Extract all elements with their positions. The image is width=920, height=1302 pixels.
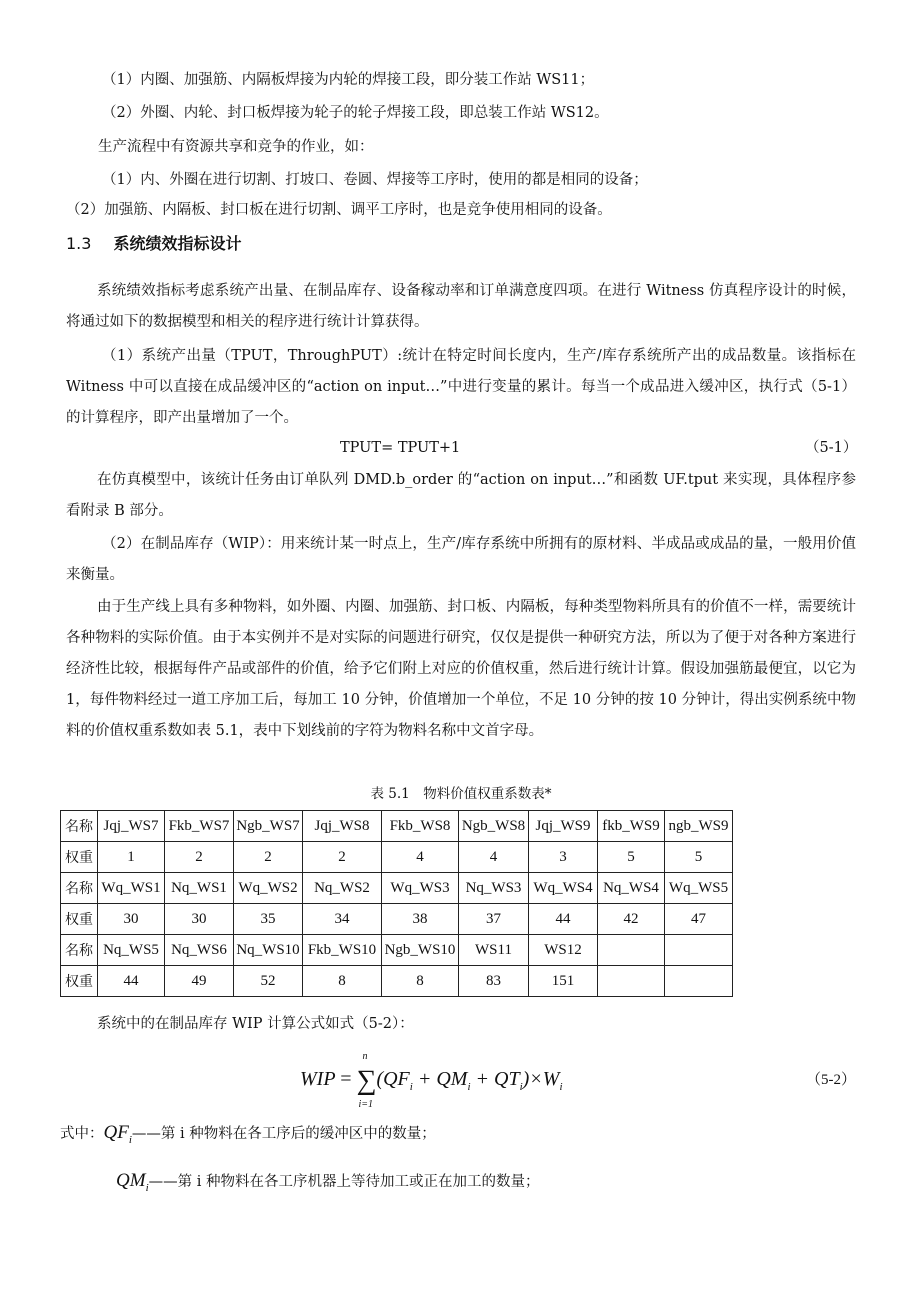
weight-cell: 5 xyxy=(665,842,733,873)
weight-cell: 44 xyxy=(529,904,598,935)
weight-cell: 8 xyxy=(303,966,382,997)
weight-cell: 8 xyxy=(382,966,459,997)
material-name-cell: Wq_WS4 xyxy=(529,873,598,904)
weight-cell: 47 xyxy=(665,904,733,935)
material-name-cell: Jqj_WS7 xyxy=(98,811,165,842)
paragraph: 在仿真模型中，该统计任务由订单队列 DMD.b_order 的“action on input…”和函数 UF.tput 来实现，具体程序参看附录 B 部分。 xyxy=(66,472,856,519)
subscript: i xyxy=(145,1182,149,1194)
formula-eq: = xyxy=(340,1068,352,1090)
material-name-cell: fkb_WS9 xyxy=(598,811,665,842)
where-text: ——第 i 种物料在各工序机器上等待加工或正在加工的数量； xyxy=(148,1174,540,1190)
material-name-cell xyxy=(598,935,665,966)
section-number: 1.3 xyxy=(66,234,92,253)
term-qm: + QM xyxy=(412,1068,468,1090)
formula-5-2 xyxy=(0,1050,920,1110)
term-qt: + QT xyxy=(470,1068,520,1090)
weight-cell: 38 xyxy=(382,904,459,935)
material-name-cell: Nq_WS6 xyxy=(165,935,234,966)
section-heading xyxy=(66,231,241,254)
weight-cell: 2 xyxy=(234,842,303,873)
weight-cell: 4 xyxy=(459,842,529,873)
sum-lower: i=1 xyxy=(358,1099,373,1110)
row-header: 权重 xyxy=(61,842,98,873)
list-item: （2）外圈、内轮、封口板焊接为轮子的轮子焊接工段，即总装工作站 WS12。 xyxy=(102,105,609,121)
weight-cell: 2 xyxy=(303,842,382,873)
sum-symbol: ∑ n i=1 xyxy=(356,1051,377,1110)
material-name-cell: Wq_WS3 xyxy=(382,873,459,904)
weight-cell: 37 xyxy=(459,904,529,935)
material-name-cell: Nq_WS4 xyxy=(598,873,665,904)
weight-cell: 3 xyxy=(529,842,598,873)
table-row xyxy=(61,873,733,904)
paragraph: （2）在制品库存（WIP）：用来统计某一时点上，生产/库存系统中所拥有的原材料、半成品或成品的量，一般用价值来衡量。 xyxy=(66,536,856,583)
weight-cell: 52 xyxy=(234,966,303,997)
subscript: i xyxy=(467,1081,471,1093)
material-name-cell: Wq_WS2 xyxy=(234,873,303,904)
row-header: 名称 xyxy=(61,873,98,904)
material-name-cell: Jqj_WS8 xyxy=(303,811,382,842)
weight-cell: 151 xyxy=(529,966,598,997)
row-header: 权重 xyxy=(61,966,98,997)
material-name-cell: Ngb_WS7 xyxy=(234,811,303,842)
table-row xyxy=(61,842,733,873)
subscript: i xyxy=(519,1081,523,1093)
formula-label: （5-1） xyxy=(805,440,858,456)
weight-cell xyxy=(665,966,733,997)
weight-cell: 1 xyxy=(98,842,165,873)
weight-cell: 49 xyxy=(165,966,234,997)
weight-cell: 44 xyxy=(98,966,165,997)
subscript: i xyxy=(128,1134,132,1146)
where-line xyxy=(60,1122,436,1146)
sum-upper: n xyxy=(362,1051,368,1062)
material-name-cell: Fkb_WS7 xyxy=(165,811,234,842)
material-name-cell: WS12 xyxy=(529,935,598,966)
material-name-cell: Jqj_WS9 xyxy=(529,811,598,842)
formula-label: （5-2） xyxy=(806,1072,856,1088)
weight-cell: 42 xyxy=(598,904,665,935)
material-name-cell xyxy=(665,935,733,966)
table-caption: 表 5.1 物料价值权重系数表* xyxy=(370,786,552,802)
material-name-cell: Fkb_WS10 xyxy=(303,935,382,966)
material-name-cell: Nq_WS10 xyxy=(234,935,303,966)
weight-table xyxy=(60,810,733,997)
term-w: )×W xyxy=(522,1068,560,1090)
weight-cell xyxy=(598,966,665,997)
wip-formula xyxy=(300,1051,563,1110)
weight-cell: 2 xyxy=(165,842,234,873)
material-name-cell: Fkb_WS8 xyxy=(382,811,459,842)
weight-cell: 30 xyxy=(98,904,165,935)
term-qf: (QF xyxy=(376,1068,410,1090)
paragraph: （1）系统产出量（TPUT，ThroughPUT）:统计在特定时间长度内，生产/库存系统所产出的成品数量。该指标在 Witness 中可以直接在成品缓冲区的“action on input…”中进行变量的累计。每当一个成品进入缓冲区，执行式（5-1）的计算程序，即产出量增加了一个。 xyxy=(66,348,856,426)
weight-cell: 5 xyxy=(598,842,665,873)
paragraph: 生产流程中有资源共享和竞争的作业，如： xyxy=(98,139,374,155)
paragraph: 系统绩效指标考虑系统产出量、在制品库存、设备稼动率和订单满意度四项。在进行 Witness 仿真程序设计的时候，将通过如下的数据模型和相关的程序进行统计计算获得。 xyxy=(66,283,856,330)
material-name-cell: Nq_WS3 xyxy=(459,873,529,904)
material-name-cell: ngb_WS9 xyxy=(665,811,733,842)
weight-cell: 4 xyxy=(382,842,459,873)
material-name-cell: Ngb_WS10 xyxy=(382,935,459,966)
table-row xyxy=(61,904,733,935)
material-name-cell: Ngb_WS8 xyxy=(459,811,529,842)
symbol-qm: QM xyxy=(116,1170,146,1191)
subscript: i xyxy=(559,1081,563,1093)
weight-cell: 30 xyxy=(165,904,234,935)
where-prefix: 式中： xyxy=(60,1126,104,1142)
list-item: （2）加强筋、内隔板、封口板在进行切割、调平工序时，也是竞争使用相同的设备。 xyxy=(66,202,612,218)
material-name-cell: WS11 xyxy=(459,935,529,966)
material-name-cell: Wq_WS5 xyxy=(665,873,733,904)
where-text: ——第 i 种物料在各工序后的缓冲区中的数量； xyxy=(131,1126,436,1142)
list-item: （1）内、外圈在进行切割、打坡口、卷圆、焊接等工序时，使用的都是相同的设备； xyxy=(102,172,648,188)
table-row xyxy=(61,966,733,997)
section-title: 系统绩效指标设计 xyxy=(113,234,242,253)
material-name-cell: Nq_WS2 xyxy=(303,873,382,904)
weight-cell: 34 xyxy=(303,904,382,935)
weight-cell: 35 xyxy=(234,904,303,935)
formula-lhs: WIP xyxy=(300,1068,336,1090)
material-name-cell: Nq_WS5 xyxy=(98,935,165,966)
table-row xyxy=(61,935,733,966)
row-header: 名称 xyxy=(61,935,98,966)
table-row xyxy=(61,811,733,842)
row-header: 名称 xyxy=(61,811,98,842)
list-item: （1）内圈、加强筋、内隔板焊接为内轮的焊接工段，即分装工作站 WS11； xyxy=(102,72,595,88)
row-header: 权重 xyxy=(61,904,98,935)
material-name-cell: Wq_WS1 xyxy=(98,873,165,904)
subscript: i xyxy=(409,1081,413,1093)
paragraph: 系统中的在制品库存 WIP 计算公式如式（5-2）： xyxy=(97,1016,414,1032)
formula-expression: TPUT= TPUT+1 xyxy=(340,440,461,456)
paragraph: 由于生产线上具有多种物料，如外圈、内圈、加强筋、封口板、内隔板，每种类型物料所具有的价值不一样，需要统计各种物料的实际价值。由于本实例并不是对实际的问题进行研究，仅仅是提供一种研究方法，所以为了便于对各种方案进行经济性比较，根据每件产品或部件的价值，给予它们附上对应的价值权重，然后进行统计计算。假设加强筋最便宜，以它为 1，每件物料经过一道工序加工后，每加工 10 分钟，价值增加一个单位，不足 10 分钟的按 10 分钟计，得出实例系统中物料的价值权重系数如表 5.1，表中下划线前的字符为物料名称中文首字母。 xyxy=(66,599,856,739)
symbol-qf: QF xyxy=(103,1122,129,1143)
material-name-cell: Nq_WS1 xyxy=(165,873,234,904)
where-line xyxy=(116,1170,539,1194)
weight-cell: 83 xyxy=(459,966,529,997)
